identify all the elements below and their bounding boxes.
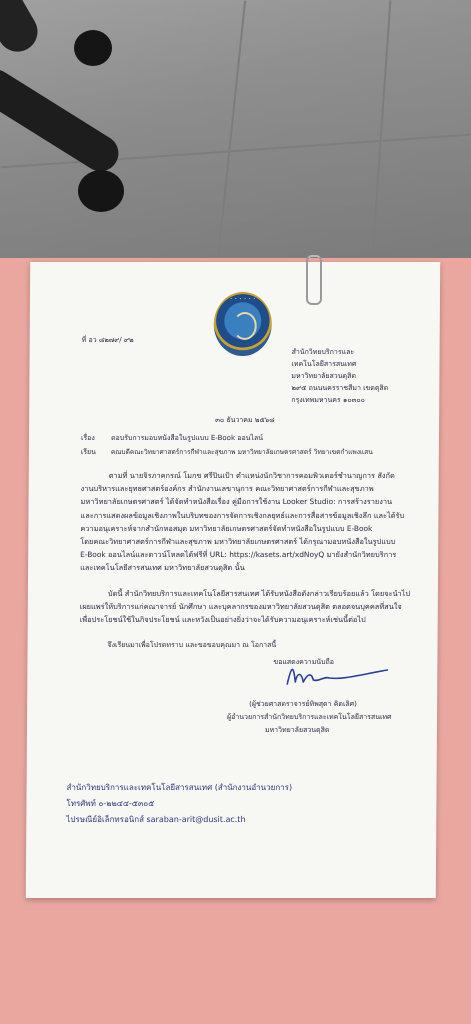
reference-number: ที่ อว ๘๒๗๙/ ๙๒ (81, 336, 134, 344)
footer-phone: โทรศัพท์ ๐-๒๒๔๔-๕๓๐๕ (66, 799, 155, 808)
paragraph-line: บัดนี้ สำนักวิทยบริการและเทคโนโลยีสารสนเทศ ได้รับหนังสือดังกล่าวเรียบร้อยแล้ว โดยจะนำไป (107, 589, 411, 598)
paragraph-line: ความอนุเคราะห์จากสำนักหอสมุด มหาวิทยาลัยเกษตรศาสตร์จัดทำหนังสือในรูปแบบ E-Book (80, 523, 373, 533)
paragraph-line: และเทคโนโลยีสารสนเทศ มหาวิทยาลัยสวนดุสิต นั้น (80, 563, 245, 573)
chair-wheel (78, 170, 124, 212)
paper-clip (306, 255, 322, 305)
chair-leg (0, 0, 45, 59)
chair-leg (0, 63, 125, 178)
body-paragraph-2 (80, 587, 425, 627)
letter-date: ๓๐ ธันวาคม ๒๕๖๘ (215, 416, 275, 424)
chair-wheel (74, 30, 112, 66)
paragraph-line: งานบริหารและยุทธศาสตร์องค์กร สำนักงานเลขานุการ คณะวิทยาศาสตร์การกีฬาและสุขภาพ (80, 484, 374, 494)
body-paragraph-3: จึงเรียนมาเพื่อโปรดทราบ และขอขอบคุณมา ณ โอกาสนี้ (107, 641, 277, 649)
paragraph-line: E-Book ออนไลน์และดาวน์โหลดได้ฟรีที่ URL: https://kasets.art/xdNoyQ มายังสำนักวิทยบริการ (80, 550, 397, 560)
footer-office: สำนักวิทยบริการและเทคโนโลยีสารสนเทศ (สำนักงานอำนวยการ) (66, 783, 293, 792)
signer-title: มหาวิทยาลัยสวนดุสิต (264, 726, 330, 734)
paragraph-line: มหาวิทยาลัยเกษตรศาสตร์ ได้จัดทำหนังสือเรื่อง คู่มือการใช้งาน Looker Studio: การสร้างรายงาน (80, 497, 393, 507)
paragraph-line: โดยคณะวิทยาศาสตร์การกีฬาและสุขภาพ มหาวิทยาลัยเกษตรศาสตร์ ได้กรุณามอบหนังสือในรูปแบบ (80, 537, 396, 547)
recipient-label: เรียน (80, 448, 96, 456)
subject-label: เรื่อง (80, 434, 95, 442)
paragraph-line: เผยแพร่ให้บริการแก่คณาจารย์ นักศึกษา และบุคลากรของมหาวิทยาลัยสวนดุสิต ตลอดจนบุคคลที่สนใจ (79, 602, 402, 612)
official-letter (26, 262, 440, 898)
signer-title: ผู้อำนวยการสำนักวิทยบริการและเทคโนโลยีสารสนเทศ (227, 713, 392, 721)
paragraph-line: เพื่อประโยชน์ใช้ในกิจประโยชน์ และหวังเป็นอย่างยิ่งว่าจะได้รับความอนุเคราะห์เช่นนี้ต่อไป (79, 615, 366, 625)
address-line: มหาวิทยาลัยสวนดุสิต (291, 372, 356, 380)
paragraph-line: ตามที่ นายจิรภาคกรณ์ โมกข ศรีปินเป้า ตำแหน่งนักวิชาการคอมพิวเตอร์ชำนาญการ สังกัด (108, 471, 395, 480)
address-line: เทคโนโลยีสารสนเทศ (291, 360, 357, 368)
footer-email: ไปรษณีย์อิเล็กทรอนิกส์ saraban-arit@dusit.ac.th (66, 815, 246, 824)
handwritten-signature (283, 660, 393, 690)
address-line: สำนักวิทยบริการและ (291, 348, 355, 356)
floor-background (0, 0, 471, 270)
subject-text: ตอบรับการมอบหนังสือในรูปแบบ E-Book ออนไลน์ (110, 434, 264, 442)
signer-name: (ผู้ช่วยศาสตราจารย์ทิพสุดา คิดเลิศ) (249, 700, 357, 708)
address-line: กรุงเทพมหานคร ๑๐๓๐๐ (291, 396, 365, 404)
paragraph-line: และการแสดงผลข้อมูลเชิงภาพในบริบทของการจัดการเชิงกลยุทธ์และการสื่อสารข้อมูลเชิงลึก และได้รับ (80, 510, 405, 520)
recipient-text: คณบดีคณะวิทยาศาสตร์การกีฬาและสุขภาพ มหาวิทยาลัยเกษตรศาสตร์ วิทยาเขตกำแพงแสน (110, 448, 373, 456)
university-seal: • • • • • • (214, 292, 272, 356)
address-line: ๒๙๕ ถนนนครราชสีมา เขตดุสิต (291, 384, 389, 392)
closing-phrase: ขอแสดงความนับถือ (273, 658, 335, 666)
body-paragraph-1 (80, 469, 426, 575)
